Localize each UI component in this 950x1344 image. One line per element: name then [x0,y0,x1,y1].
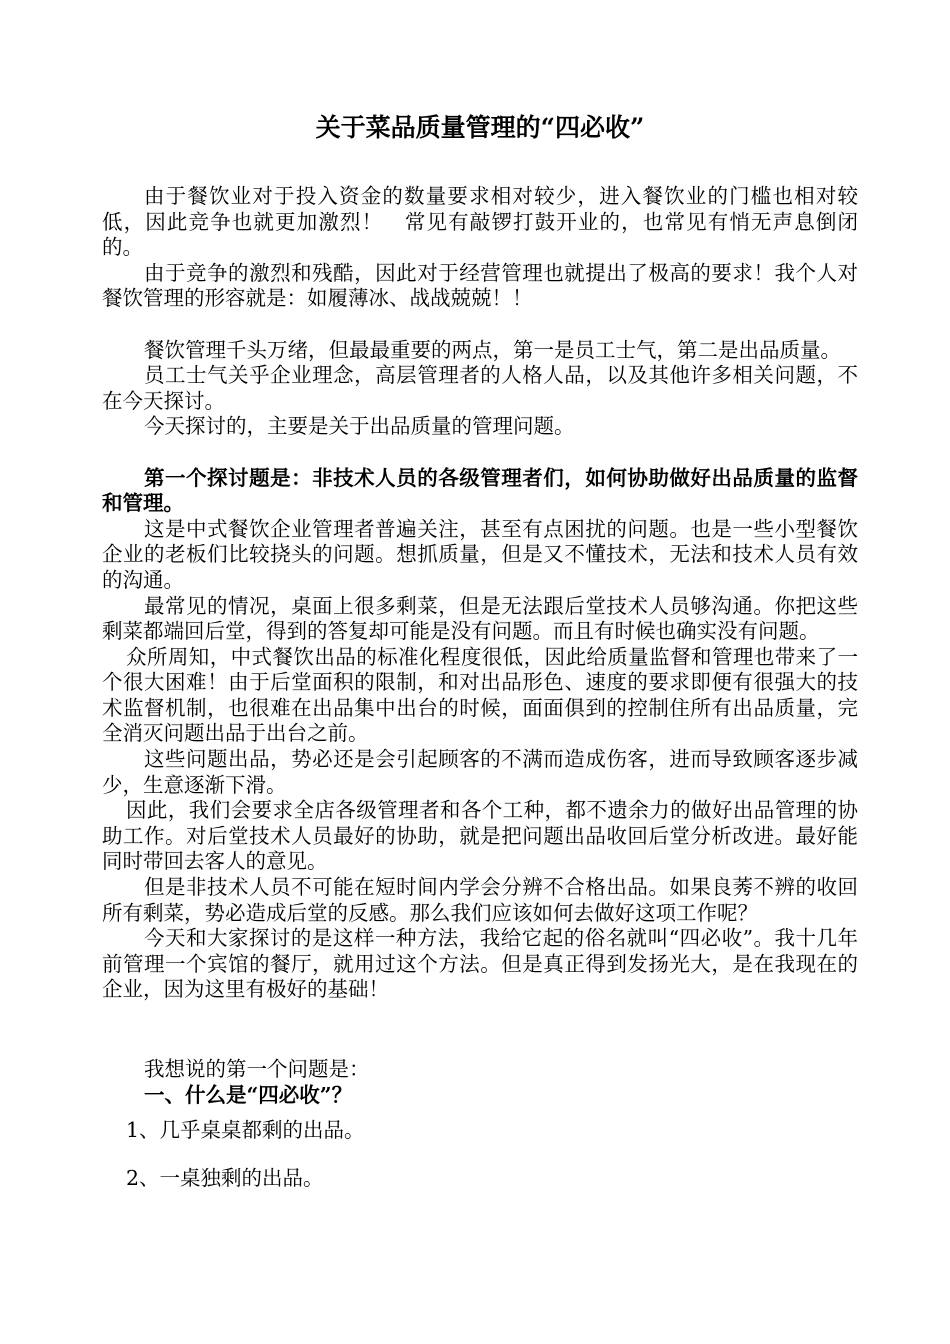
paragraph-intro-2: 由于竞争的激烈和残酷，因此对于经营管理也就提出了极高的要求！我个人对餐饮管理的形容就是：如履薄冰、战战兢兢！！ [102,260,858,311]
paragraph-topic-2: 最常见的情况，桌面上很多剩菜，但是无法跟后堂技术人员够沟通。你把这些剩菜都端回后堂，得到的答复却可能是没有问题。而且有时候也确实没有问题。 [102,593,858,644]
blank-line [102,312,858,338]
paragraph-topic-7: 今天和大家探讨的是这样一种方法，我给它起的俗名就叫“四必收”。我十几年前管理一个宾馆的餐厅，就用过这个方法。但是真正得到发扬光大，是在我现在的企业，因为这里有极好的基础！ [102,926,858,1002]
document-page [102,108,858,1191]
paragraph-management-2: 员工士气关乎企业理念，高层管理者的人格人品，以及其他许多相关问题，不在今天探讨。 [102,363,858,413]
paragraph-first-question: 我想说的第一个问题是： [144,1057,370,1081]
paragraph-management-1: 餐饮管理千头万绪，但最最重要的两点，第一是员工士气，第二是出品质量。 [144,337,841,362]
section-heading: 一、什么是“四必收”？ [144,1082,353,1107]
paragraph-management-3: 今天探讨的，主要是关于出品质量的管理问题。 [144,414,575,439]
paragraph-intro-1: 由于餐饮业对于投入资金的数量要求相对较少，进入餐饮业的门槛也相对较低，因此竞争也就更加激烈！ 常见有敲锣打鼓开业的，也常见有悄无声息倒闭的。 [102,184,858,260]
blank-space [102,1108,858,1118]
paragraph-topic-4: 这些问题出品，势必还是会引起顾客的不满而造成伤客，进而导致顾客逐步减少，生意逐渐下滑。 [102,747,858,797]
blank-line [102,440,858,466]
topic-heading: 第一个探讨题是：非技术人员的各级管理者们，如何协助做好出品质量的监督和管理。 [102,465,858,516]
paragraph-topic-1: 这是中式餐饮企业管理者普遍关注，甚至有点困扰的问题。也是一些小型餐饮企业的老板们比较挠头的问题。想抓质量，但是又不懂技术，无法和技术人员有效的沟通。 [102,516,858,592]
list-item: 1、几乎桌桌都剩的出品。 [126,1118,365,1143]
list-item: 2、一桌独剩的出品。 [126,1165,324,1190]
paragraph-topic-3: 众所周知，中式餐饮出品的标准化程度很低，因此给质量监督和管理也带来了一个很大困难！由于后堂面积的限制，和对出品形色、速度的要求即便有很强大的技术监督机制，也很难在出品集中出台的时候，面面俱到的控制住所有出品质量，完全消灭问题出品于出台之前。 [102,644,858,746]
document-title: 关于菜品质量管理的“四必收” [315,113,645,142]
paragraph-topic-5: 因此，我们会要求全店各级管理者和各个工种，都不遗余力的做好出品管理的协助工作。对后堂技术人员最好的协助，就是把问题出品收回后堂分析改进。最好能同时带回去客人的意见。 [102,798,858,874]
blank-space [102,1003,858,1057]
blank-space [102,1144,858,1166]
paragraph-topic-6: 但是非技术人员不可能在短时间内学会分辨不合格出品。如果良莠不辨的收回所有剩菜，势必造成后堂的反感。那么我们应该如何去做好这项工作呢？ [102,875,858,925]
